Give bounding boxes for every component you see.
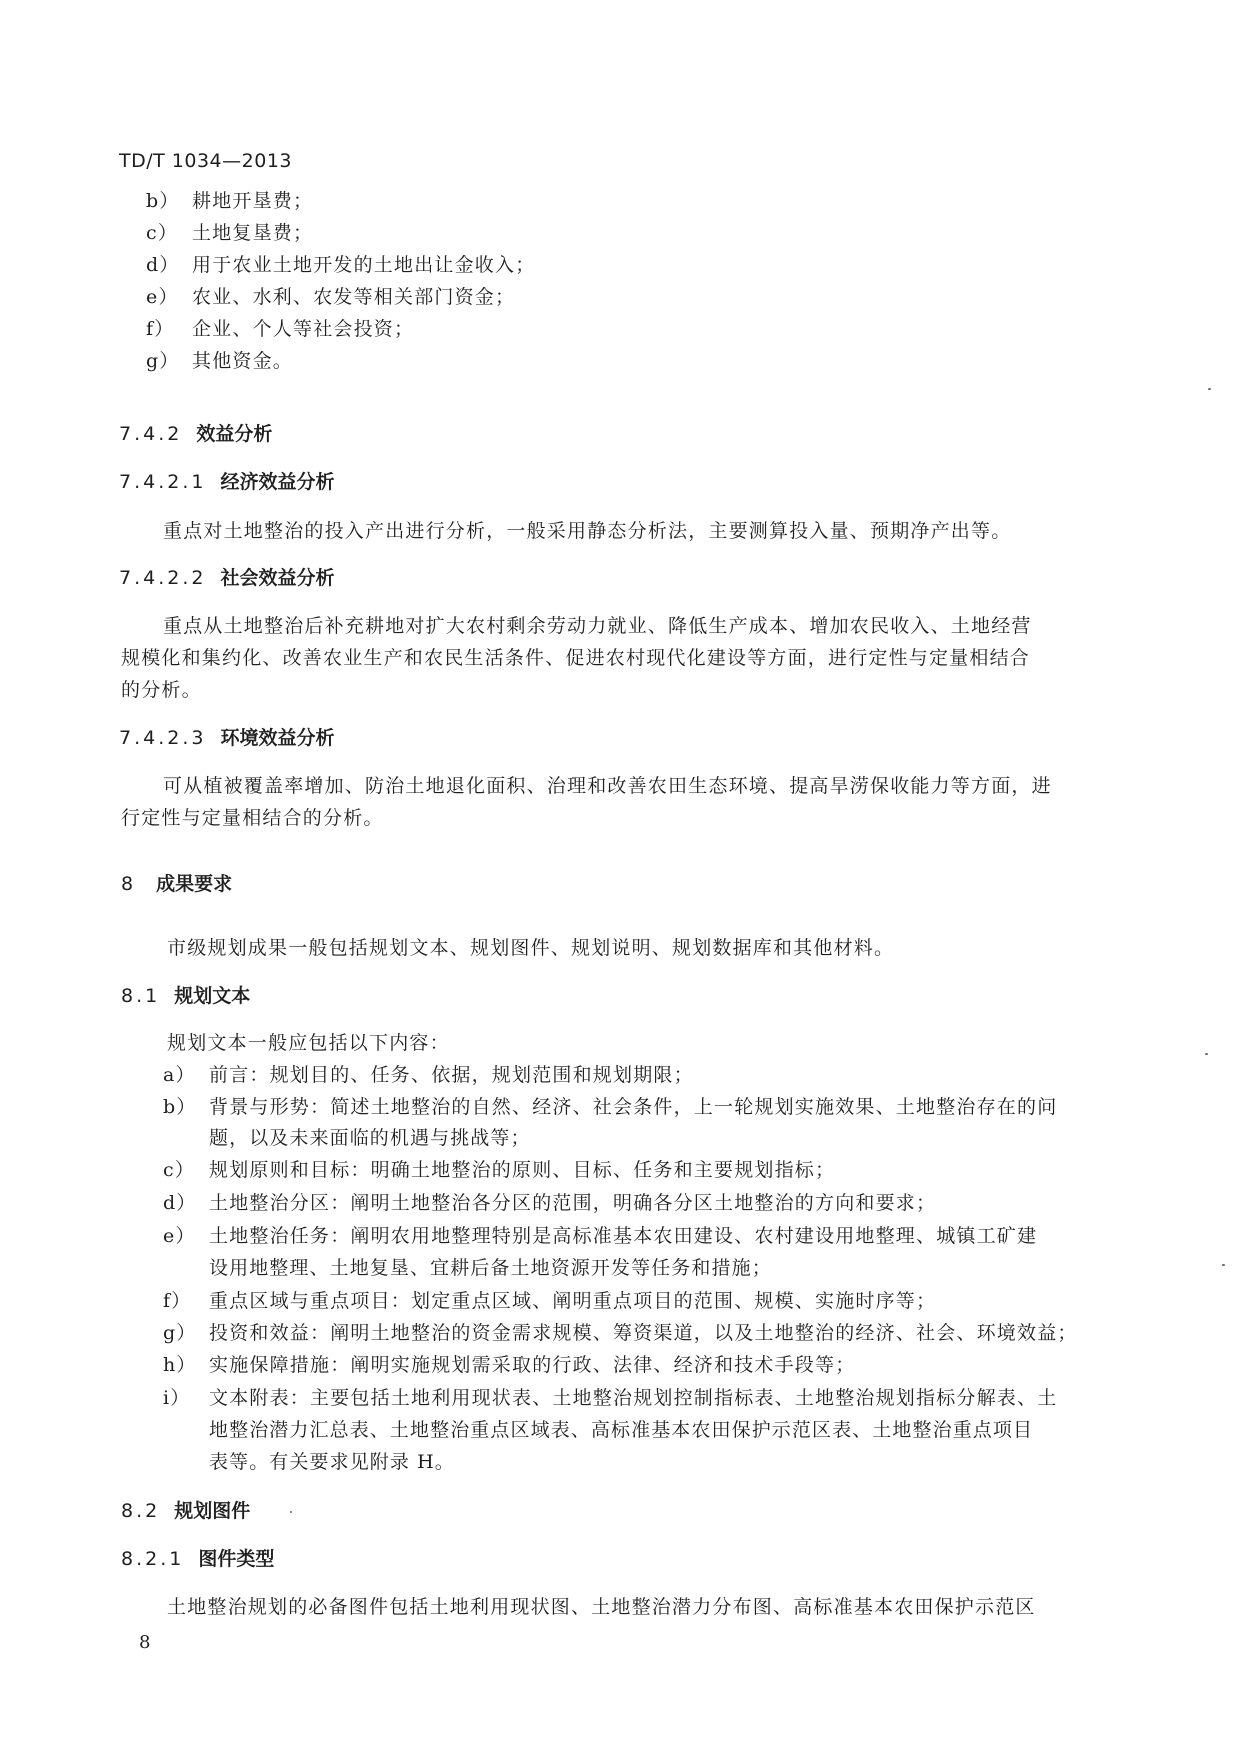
page-number: 8: [139, 1632, 151, 1653]
list-item: [146, 346, 293, 373]
paragraph-line: 行定性与定量相结合的分析。: [121, 807, 384, 829]
section-number: 7.4.2: [119, 423, 183, 445]
section-title: 图件类型: [198, 1548, 275, 1570]
list-label: f）: [163, 1290, 192, 1312]
paragraph: 规划文本一般应包括以下内容：: [167, 1032, 450, 1054]
list-item: [146, 314, 414, 341]
list-label: e）: [146, 286, 179, 308]
list-label: g）: [146, 350, 180, 372]
list-text-continuation: 表等。有关要求见附录 H。: [209, 1451, 455, 1473]
section-number: 8: [121, 873, 137, 895]
list-label: g）: [163, 1322, 197, 1344]
list-text-continuation: 设用地整理、土地复垦、宜耕后备土地资源开发等任务和措施；: [209, 1257, 772, 1279]
section-title: 社会效益分析: [220, 567, 335, 589]
list-label: a）: [163, 1064, 196, 1086]
list-text-continuation: 地整治潜力汇总表、土地整治重点区域表、高标准基本农田保护示范区表、土地整治重点项目: [209, 1419, 1034, 1441]
list-text: 投资和效益：阐明土地整治的资金需求规模、筹资渠道，以及土地整治的经济、社会、环境效益；: [209, 1322, 1078, 1344]
section-title: 环境效益分析: [220, 727, 335, 749]
section-heading-7-4-2-1: [119, 467, 335, 494]
list-item: [163, 1350, 855, 1377]
list-text: 前言：规划目的、任务、依据，规划范围和规划期限；: [209, 1064, 694, 1086]
section-number: 7.4.2.2: [119, 567, 207, 589]
list-item: [146, 282, 515, 309]
paragraph: 市级规划成果一般包括规划文本、规划图件、规划说明、规划数据库和其他材料。: [167, 937, 895, 959]
list-item: [146, 218, 313, 245]
list-label: h）: [163, 1354, 197, 1376]
scan-speck: [1222, 1264, 1225, 1266]
section-heading-7-4-2-3: [119, 723, 335, 750]
scan-speck: [1205, 1053, 1208, 1055]
list-label: e）: [163, 1225, 196, 1247]
list-item: [163, 1383, 1057, 1410]
list-label: d）: [163, 1192, 197, 1214]
section-number: 8.1: [121, 985, 161, 1007]
section-title: 效益分析: [196, 423, 273, 445]
list-text: 重点区域与重点项目：划定重点区域、阐明重点项目的范围、规模、实施时序等；: [209, 1290, 937, 1312]
section-title: 成果要求: [156, 873, 233, 895]
list-item: [146, 250, 535, 277]
section-title: 经济效益分析: [220, 471, 335, 493]
section-number: 7.4.2.1: [119, 471, 207, 493]
paragraph-line: 的分析。: [121, 679, 202, 701]
list-label: f）: [146, 318, 175, 340]
list-text: 农业、水利、农发等相关部门资金；: [192, 286, 516, 308]
section-heading-8-2-1: [121, 1544, 274, 1571]
list-text: 土地整治任务：阐明农用地整理特别是高标准基本农田建设、农村建设用地整理、城镇工矿建: [209, 1225, 1038, 1247]
list-text: 土地整治分区：阐明土地整治各分区的范围，明确各分区土地整治的方向和要求；: [209, 1192, 937, 1214]
section-heading-7-4-2: [119, 419, 272, 446]
section-heading-8: [121, 869, 232, 896]
scan-speck: [290, 1511, 292, 1513]
list-text: 实施保障措施：阐明实施规划需采取的行政、法律、经济和技术手段等；: [209, 1354, 856, 1376]
list-item: [163, 1155, 835, 1182]
list-text-continuation: 题，以及未来面临的机遇与挑战等；: [209, 1127, 531, 1149]
section-title: 规划图件: [174, 1500, 251, 1522]
list-label: c）: [146, 222, 179, 244]
paragraph-line: 重点从土地整治后补充耕地对扩大农村剩余劳动力就业、降低生产成本、增加农民收入、土地经营: [163, 615, 1032, 637]
list-text: 企业、个人等社会投资；: [192, 318, 415, 340]
list-item: [163, 1286, 936, 1313]
list-item: [163, 1318, 1078, 1345]
section-heading-8-1: [121, 981, 250, 1008]
list-text: 背景与形势：简述土地整治的自然、经济、社会条件，上一轮规划实施效果、土地整治存在的问: [209, 1096, 1058, 1118]
paragraph: 重点对土地整治的投入产出进行分析，一般采用静态分析法，主要测算投入量、预期净产出等。: [163, 520, 1012, 542]
list-label: i）: [163, 1387, 191, 1409]
list-text: 用于农业土地开发的土地出让金收入；: [192, 254, 536, 276]
paragraph-line: 可从植被覆盖率增加、防治土地退化面积、治理和改善农田生态环境、提高旱涝保收能力等方面，进: [163, 775, 1052, 797]
section-number: 8.2.1: [121, 1548, 185, 1570]
section-title: 规划文本: [174, 985, 251, 1007]
list-text: 文本附表：主要包括土地利用现状表、土地整治规划控制指标表、土地整治规划指标分解表、土: [209, 1387, 1058, 1409]
list-label: c）: [163, 1159, 196, 1181]
list-label: b）: [146, 190, 180, 212]
paragraph-line: 土地整治规划的必备图件包括土地利用现状图、土地整治潜力分布图、高标准基本农田保护示范区: [167, 1596, 1036, 1618]
scan-speck: [1208, 388, 1211, 390]
list-text: 土地复垦费；: [192, 222, 314, 244]
paragraph-line: 规模化和集约化、改善农业生产和农民生活条件、促进农村现代化建设等方面，进行定性与定量相结合: [121, 647, 1031, 669]
section-heading-7-4-2-2: [119, 563, 335, 590]
list-item: [163, 1060, 694, 1087]
list-label: b）: [163, 1096, 197, 1118]
list-item: [163, 1221, 1037, 1248]
list-label: d）: [146, 254, 180, 276]
section-heading-8-2: [121, 1496, 250, 1523]
list-text: 规划原则和目标：明确土地整治的原则、目标、任务和主要规划指标；: [209, 1159, 836, 1181]
list-text: 其他资金。: [192, 350, 294, 372]
section-number: 8.2: [121, 1500, 161, 1522]
document-id: TD/T 1034—2013: [119, 150, 292, 172]
list-text: 耕地开垦费；: [192, 190, 314, 212]
list-item: [146, 186, 313, 213]
list-item: [163, 1188, 936, 1215]
section-number: 7.4.2.3: [119, 727, 207, 749]
list-item: [163, 1092, 1057, 1119]
